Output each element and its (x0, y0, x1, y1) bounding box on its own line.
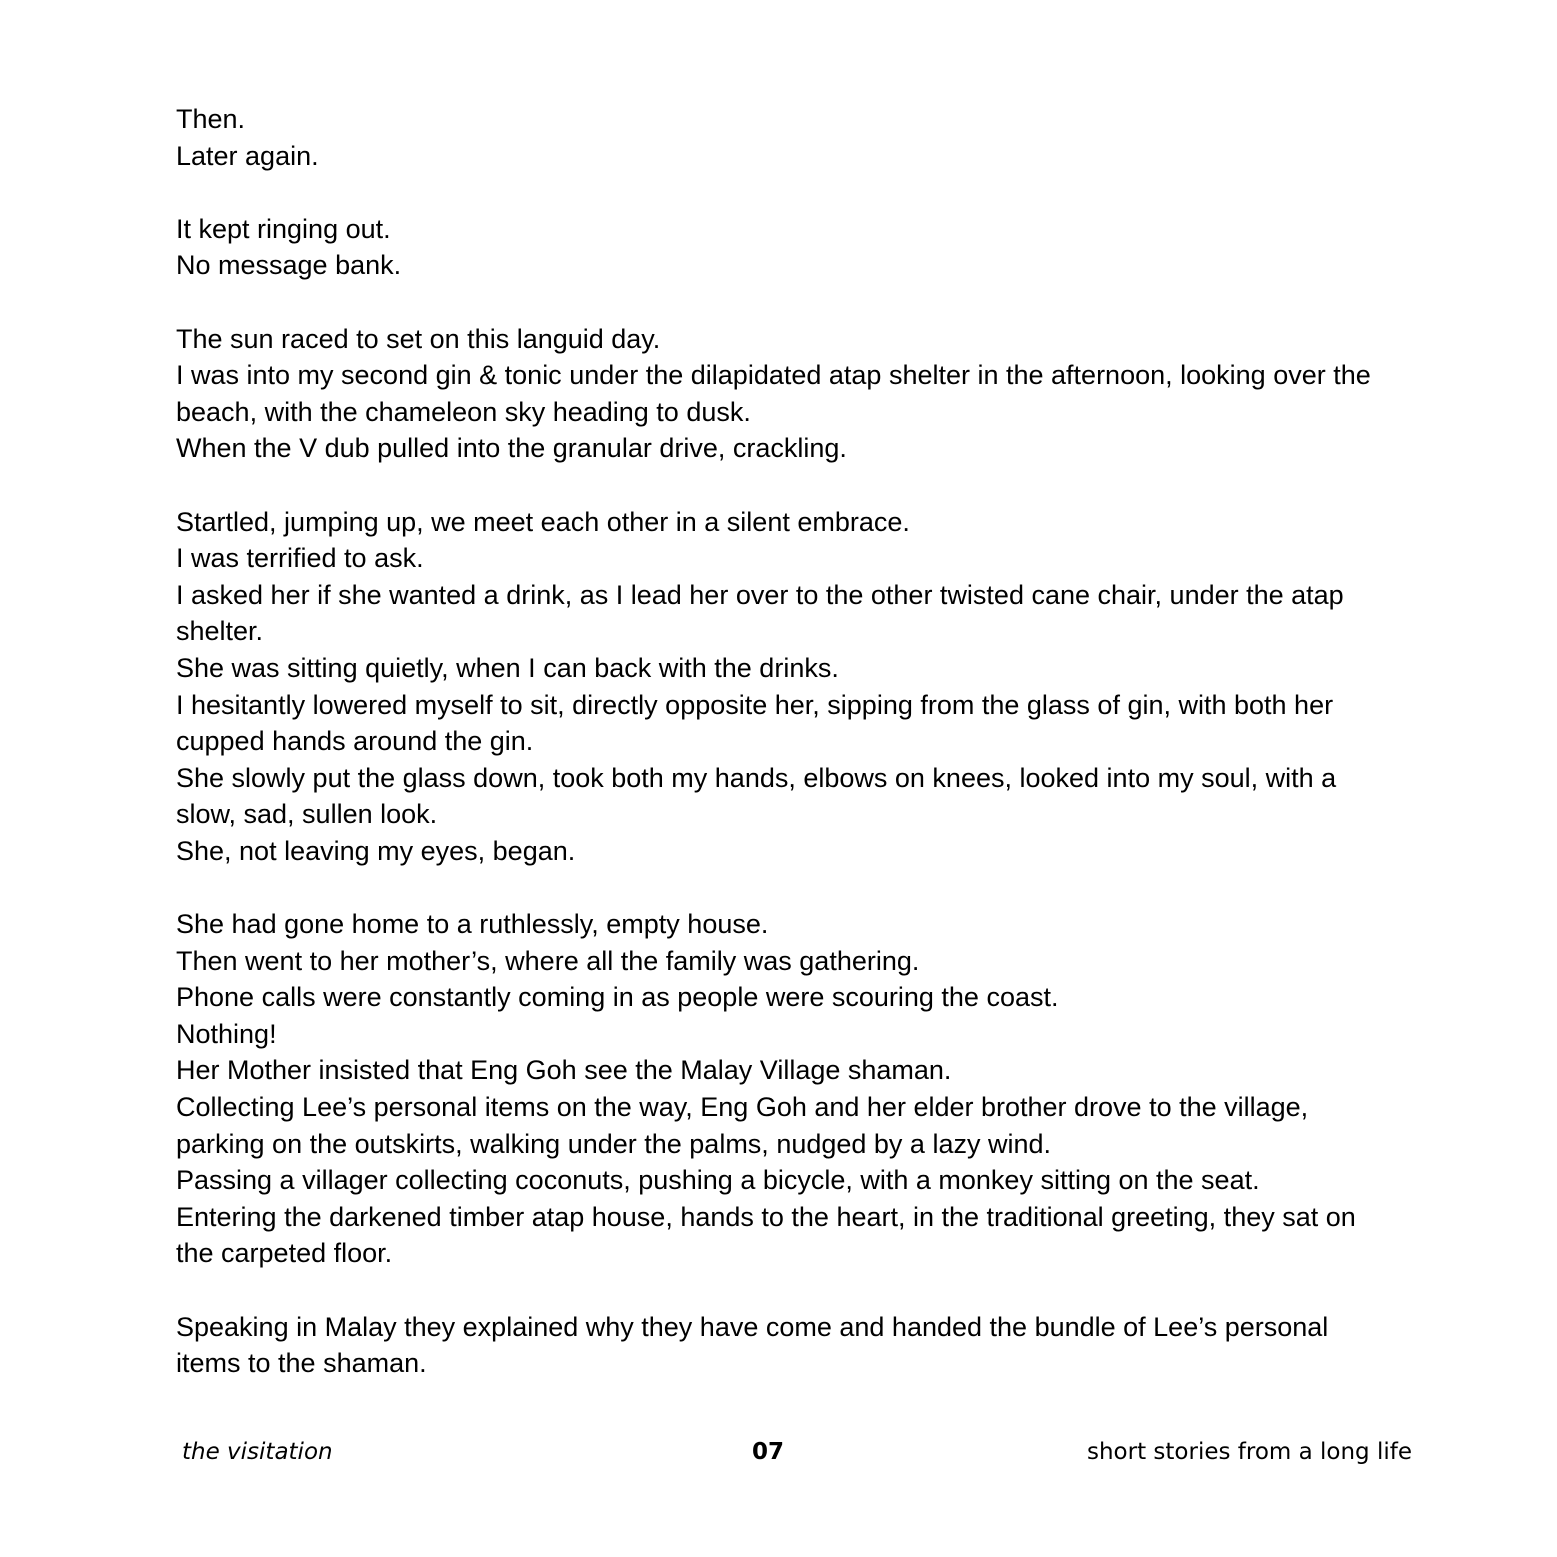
page-number: 07 (752, 1439, 785, 1465)
text-line: Then. (176, 104, 246, 134)
footer-story-title: the visitation (182, 1439, 333, 1465)
story-body (176, 101, 1396, 1418)
text-line: I was into my second gin & tonic under the dilapidated atap shelter in the afternoon, looking over the beach, with the chameleon sky heading to dusk. (176, 360, 1371, 427)
text-line: She was sitting quietly, when I can back with the drinks. (176, 652, 839, 683)
text-line: When the V dub pulled into the granular drive, crackling. (176, 433, 847, 464)
text-line: Later again. (176, 140, 319, 171)
text-line: Entering the darkened timber atap house, hands to the heart, in the traditional greeting, they sat on the carpeted floor. (176, 1201, 1356, 1269)
text-line: It kept ringing out. (176, 213, 391, 244)
paragraph (176, 504, 1396, 870)
text-line: The sun raced to set on this languid day. (176, 323, 661, 354)
paragraph (176, 321, 1396, 467)
text-line: Phone calls were constantly coming in as people were scouring the coast. (176, 982, 1059, 1013)
text-line: Then went to her mother’s, where all the family was gathering. (176, 945, 920, 976)
text-line: Collecting Lee’s personal items on the way, Eng Goh and her elder brother drove to the village, parking on the outskirts, walking under the palms, nudged by a lazy wind. (176, 1092, 1309, 1159)
paragraph (176, 101, 1396, 174)
text-line: I asked her if she wanted a drink, as I lead her over to the other twisted cane chair, under the atap shelter. (176, 579, 1344, 647)
text-line: She had gone home to a ruthlessly, empty house. (176, 909, 769, 940)
text-line: No message bank. (176, 250, 402, 281)
text-line: Speaking in Malay they explained why they have come and handed the bundle of Lee’s personal items to the shaman. (176, 1311, 1329, 1379)
text-line: I was terrified to ask. (176, 543, 424, 574)
text-line: She slowly put the glass down, took both my hands, elbows on knees, looked into my soul, with a slow, sad, sullen look. (176, 762, 1337, 830)
text-line: Nothing! (176, 1018, 277, 1049)
text-line: Passing a villager collecting coconuts, pushing a bicycle, with a monkey sitting on the seat. (176, 1165, 1260, 1196)
paragraph (176, 906, 1396, 1272)
text-line: I hesitantly lowered myself to sit, directly opposite her, sipping from the glass of gin, with both her cupped hands around the gin. (176, 689, 1334, 757)
footer-book-title: short stories from a long life (1087, 1439, 1412, 1465)
text-line: Her Mother insisted that Eng Goh see the Malay Village shaman. (176, 1055, 952, 1086)
text-line: Startled, jumping up, we meet each other in a silent embrace. (176, 506, 910, 537)
text-line: She, not leaving my eyes, began. (176, 835, 576, 866)
paragraph (176, 211, 1396, 284)
paragraph (176, 1309, 1396, 1382)
